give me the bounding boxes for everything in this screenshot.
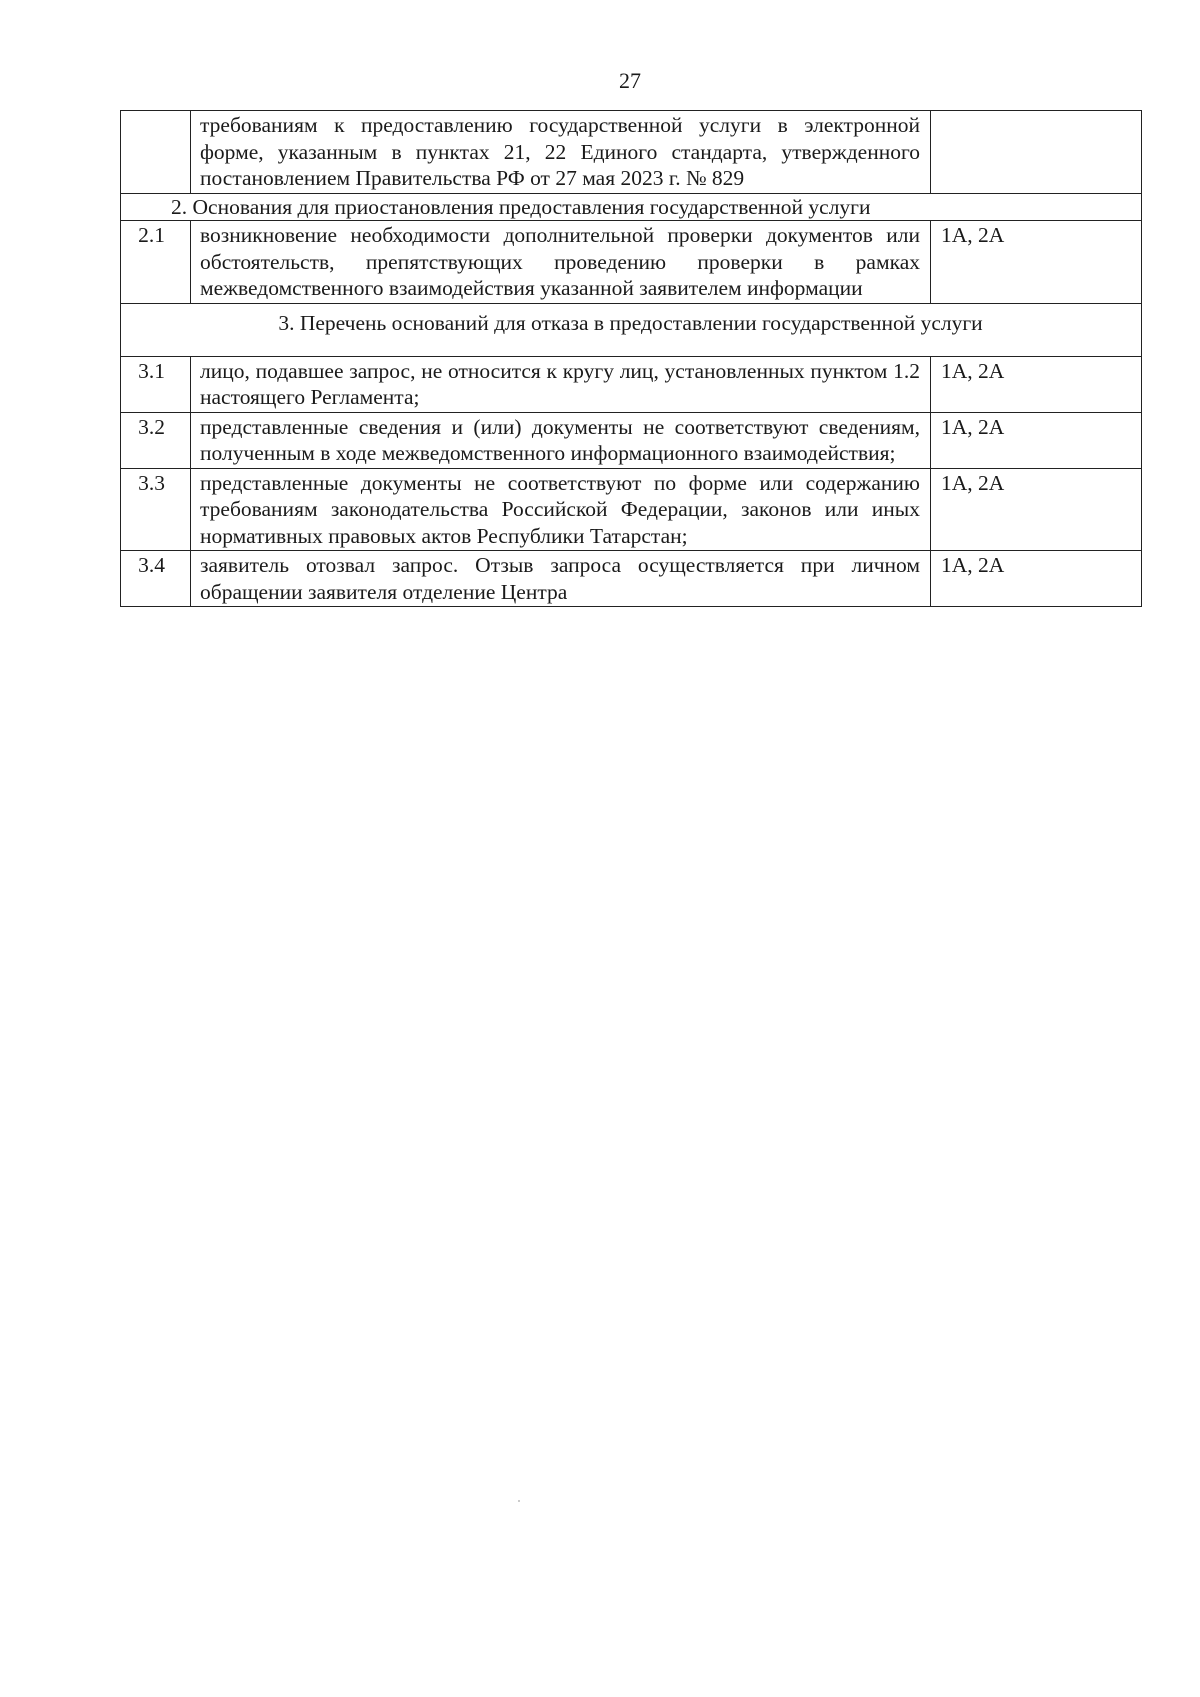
table-row-3-1	[121, 356, 1142, 412]
section-2-title: 2. Основания для приостановления предоставления государственной услуги	[171, 194, 871, 219]
row-number	[121, 111, 191, 194]
regulation-table	[120, 110, 1142, 607]
scan-speck	[518, 1500, 520, 1502]
row-code: 1А, 2А	[931, 412, 1142, 468]
row-number: 3.3	[121, 468, 191, 551]
row-code: 1А, 2А	[931, 468, 1142, 551]
row-text: заявитель отозвал запрос. Отзыв запроса осуществляется при личном обращении заявителя отделение Центра	[191, 551, 931, 607]
page-number: 27	[619, 68, 641, 93]
row-number: 2.1	[121, 221, 191, 304]
row-code: 1А, 2А	[931, 356, 1142, 412]
row-number: 3.4	[121, 551, 191, 607]
row-text: требованиям к предоставлению государственной услуги в электронной форме, указанным в пунктах 21, 22 Единого стандарта, утвержденного постановлением Правительства РФ от 27 мая 2023 г. № 829	[191, 111, 931, 194]
row-code: 1А, 2А	[931, 551, 1142, 607]
row-number: 3.2	[121, 412, 191, 468]
row-text: представленные сведения и (или) документы не соответствуют сведениям, полученным в ходе межведомственного информационного взаимодействия;	[191, 412, 931, 468]
table-row-continuation	[121, 111, 1142, 194]
row-code: 1А, 2А	[931, 221, 1142, 304]
table-row-3-2	[121, 412, 1142, 468]
row-number: 3.1	[121, 356, 191, 412]
row-text: лицо, подавшее запрос, не относится к кругу лиц, установленных пунктом 1.2 настоящего Регламента;	[191, 356, 931, 412]
section-3-title: 3. Перечень оснований для отказа в предоставлении государственной услуги	[121, 303, 1142, 356]
section-2-header	[121, 193, 1142, 221]
section-3-header-row	[121, 303, 1142, 356]
row-text: возникновение необходимости дополнительной проверки документов или обстоятельств, препятствующих проведению проверки в рамках межведомственного взаимодействия указанной заявителем информации	[191, 221, 931, 304]
table-row-3-3	[121, 468, 1142, 551]
row-text: представленные документы не соответствуют по форме или содержанию требованиям законодательства Российской Федерации, законов или иных нормативных правовых актов Республики Татарстан;	[191, 468, 931, 551]
row-code	[931, 111, 1142, 194]
table-row-3-4	[121, 551, 1142, 607]
table-row-2-1	[121, 221, 1142, 304]
section-2-header-row	[121, 193, 1142, 221]
